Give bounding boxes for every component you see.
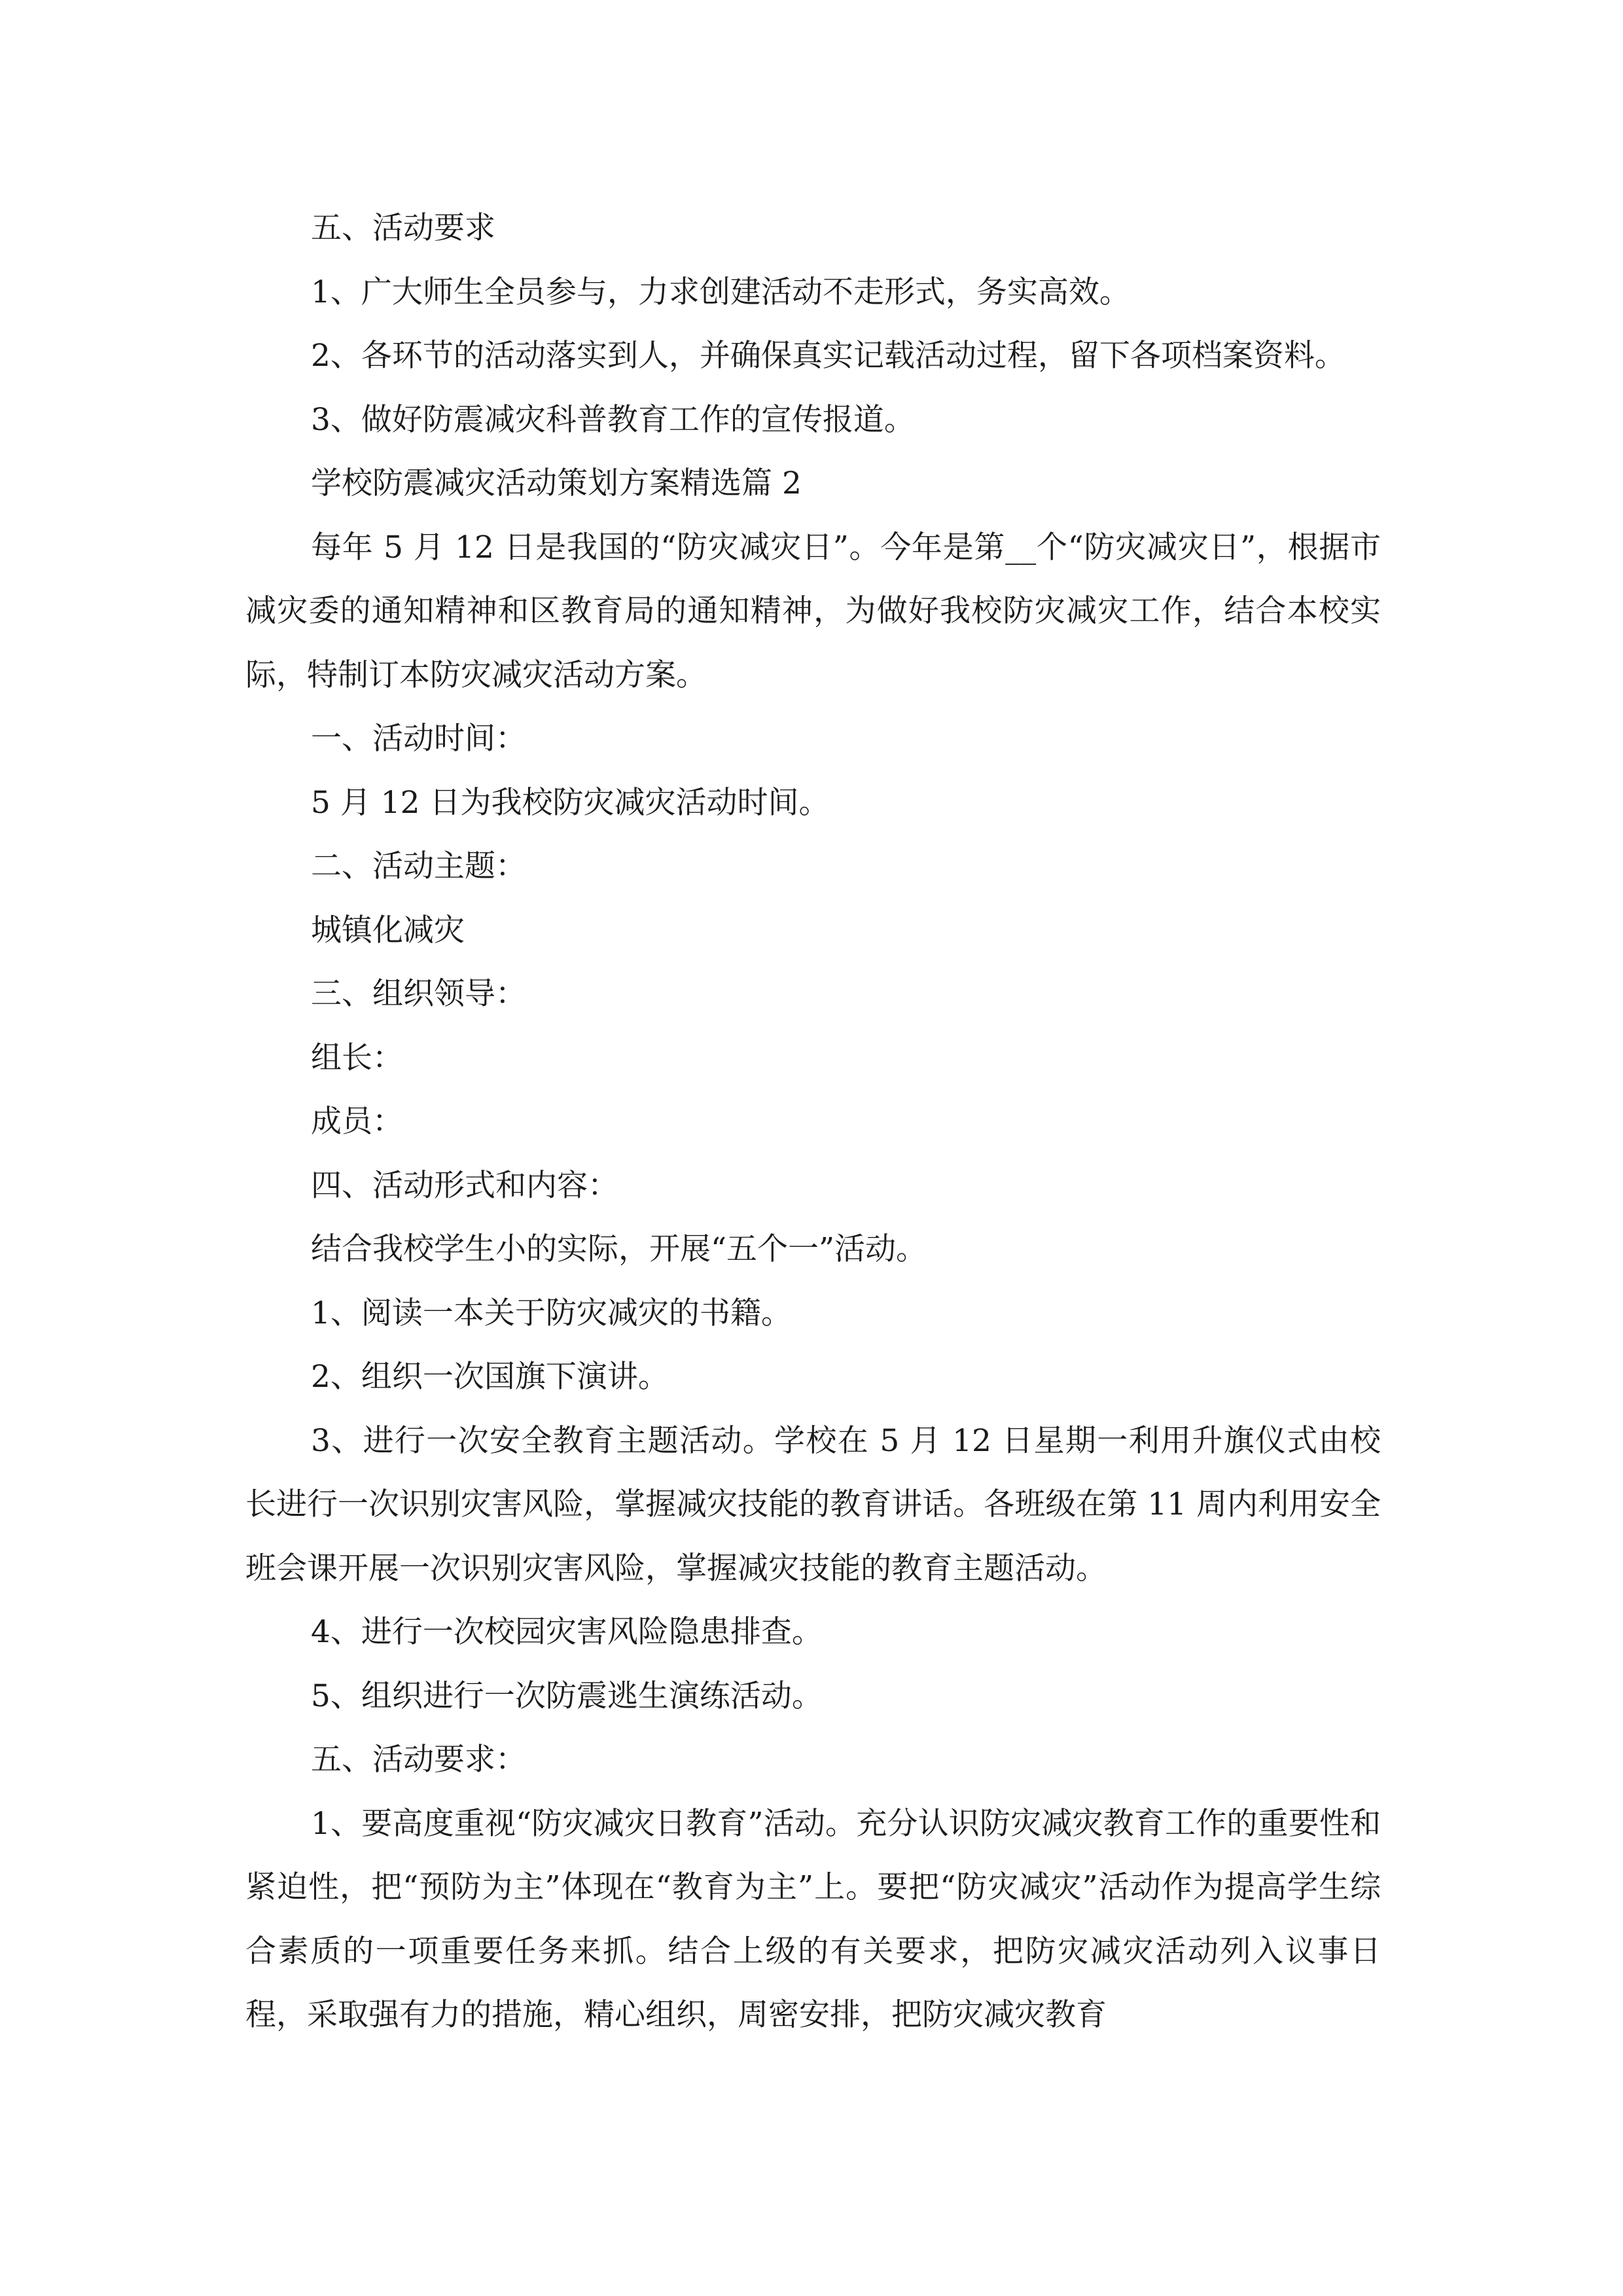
paragraph: 城镇化减灾 [311,912,465,948]
list-item: 1、要高度重视“防灾减灾日教育”活动。充分认识防灾减灾教育工作的重要性和紧迫性，把“预防为主”体现在“教育为主”上。要把“防灾减灾”活动作为提高学生综合素质的一项重要任务来抓。结合上级的有关要求，把防灾减灾活动列入议事日程，采取强有力的措施，精心组织，周密安排，把防灾减灾教育 [245,1805,1381,2033]
section-heading: 五、活动要求： [311,1742,526,1778]
section-heading: 三、组织领导： [311,976,526,1012]
paragraph: 5 月 12 日为我校防灾减灾活动时间。 [311,784,830,821]
section-heading: 五、活动要求 [311,210,495,246]
paragraph: 组长： [311,1039,403,1076]
list-item: 3、进行一次安全教育主题活动。学校在 5 月 12 日星期一利用升旗仪式由校长进行一次识别灾害风险，掌握减灾技能的教育讲话。各班级在第 11 周内利用安全班会课开展一次识别灾害风险，掌握减灾技能的教育主题活动。 [245,1422,1381,1587]
intro-paragraph: 每年 5 月 12 日是我国的“防灾减灾日”。今年是第__个“防灾减灾日”，根据市减灾委的通知精神和区教育局的通知精神，为做好我校防灾减灾工作，结合本校实际，特制订本防灾减灾活动方案。 [245,529,1381,693]
list-item: 2、组织一次国旗下演讲。 [311,1359,669,1395]
list-item: 5、组织进行一次防震逃生演练活动。 [311,1677,823,1714]
list-item: 2、各环节的活动落实到人，并确保真实记载活动过程，留下各项档案资料。 [311,338,1346,374]
section-heading: 二、活动主题： [311,848,526,884]
list-item: 1、阅读一本关于防灾减灾的书籍。 [311,1295,792,1331]
list-item: 1、广大师生全员参与，力求创建活动不走形式，务实高效。 [311,274,1130,310]
list-item: 3、做好防震减灾科普教育工作的宣传报道。 [311,401,915,438]
article-title: 学校防震减灾活动策划方案精选篇 2 [311,465,802,501]
paragraph: 成员： [311,1103,403,1139]
section-heading: 一、活动时间： [311,721,526,757]
list-item: 4、进行一次校园灾害风险隐患排查。 [311,1614,823,1650]
section-heading: 四、活动形式和内容： [311,1167,618,1204]
document-body [245,196,1381,2047]
paragraph: 结合我校学生小的实际，开展“五个一”活动。 [311,1231,927,1267]
